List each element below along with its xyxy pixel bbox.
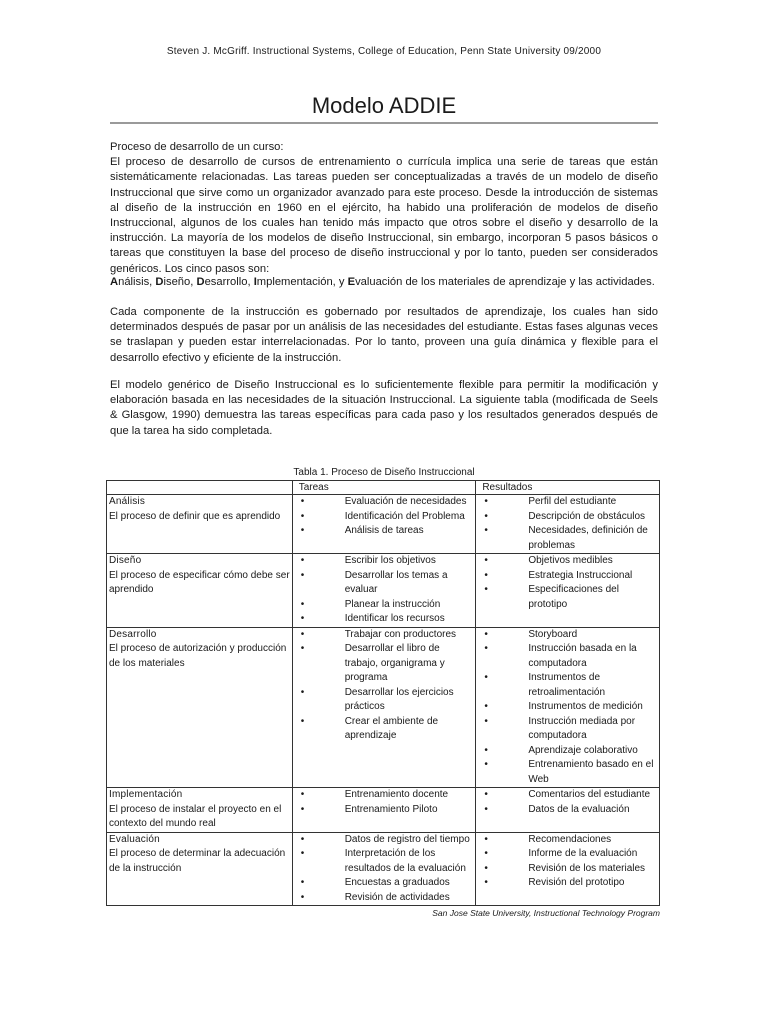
bullet-icon: • [300,628,305,640]
header-results: Resultados [476,481,660,495]
task-list-item [295,598,474,613]
step-de-initial: D [196,276,205,288]
phase-name: Implementación [109,789,183,800]
results-list [478,495,657,553]
task-text: Encuestas a graduados [344,877,450,888]
result-list-item [478,554,657,569]
phase-description: El proceso de definir que es aprendido [109,510,281,522]
result-list-item [478,628,657,643]
table-row [107,832,660,906]
task-text: Trabajar con productores [344,628,457,640]
result-list-item [478,495,657,510]
result-text: Instrumentos de medición [528,701,643,712]
phase-cell [107,495,293,554]
phase-cell [107,832,293,906]
bullet-icon: • [484,789,488,800]
results-list [478,554,657,612]
bullet-icon: • [484,744,488,756]
result-text: Aprendizaje colaborativo [528,744,638,756]
task-list-item [295,510,474,525]
bullet-icon: • [300,891,305,903]
task-list-item [295,833,474,848]
results-list [478,788,657,817]
bullet-icon: • [300,555,305,566]
result-list-item [478,803,657,818]
result-text: Descripción de obstáculos [528,510,646,522]
components-paragraph: Cada componente de la instrucción es gobernado por resultados de aprendizaje, los cuales han sido determinados después de pasar por un análisis de las necesidades del estudiante. Estas fases algunas veces se traslapan y pueden estar interrelacionadas. Por lo tanto, proveen una guía dinámica y flexible para el desarrollo efectivo y eficiente de la instrucción. [110,306,658,364]
result-list-item [478,788,657,803]
task-text: Identificación del Problema [344,510,465,522]
task-list-item [295,876,474,891]
bullet-icon: • [300,877,305,888]
task-list-item [295,715,474,744]
results-cell [476,495,660,554]
bullet-icon: • [484,525,488,536]
intro-paragraph [110,140,658,277]
tasks-list [295,495,474,539]
task-text: Interpretación de los resultados de la evaluación [344,848,466,874]
result-list-item [478,524,657,553]
intro-heading: Proceso de desarrollo de un curso: [110,141,284,153]
bullet-icon: • [484,759,488,770]
result-list-item [478,510,657,525]
results-cell [476,832,660,906]
task-text: Escribir los objetivos [344,555,436,566]
bullet-icon: • [484,672,488,683]
step-e-rest: valuación de los materiales de aprendizaje y las actividades. [355,276,655,288]
tasks-list [295,554,474,627]
result-list-item [478,833,657,848]
result-text: Revisión del prototipo [528,877,625,888]
phase-name: Diseño [109,555,142,566]
result-text: Informe de la evaluación [528,848,638,859]
results-cell [476,627,660,788]
result-list-item [478,847,657,862]
bullet-icon: • [484,701,488,712]
results-cell [476,788,660,833]
bullet-icon: • [484,877,488,888]
phase-description: El proceso de especificar cómo debe ser aprendido [109,569,290,595]
task-text: Análisis de tareas [344,525,424,536]
intro-body: El proceso de desarrollo de cursos de entrenamiento o currícula implica una serie de tareas que están sistemáticamente relacionadas. Las tareas pueden ser conceptualizadas a través de un modelo de diseño Instruccional que sirve como un organizador avanzado para este proceso. Desde la introducción de sistemas al diseño de la instrucción en 1960 en el ejército, ha habido una proliferación de modelos de diseño Instruccional, algunos de los cuales han tenido más impacto que otros sobre el diseño y desarrollo de la instrucción. La mayoría de los modelos de diseño Instruccional, sin embargo, incorporan 5 pasos básicos o tareas que constituyen la base del proceso de diseño instruccional y por lo tanto, pueden ser considerados genéricos. Los cinco pasos son: [110,156,658,275]
task-list-item [295,524,474,539]
document-title: Modelo ADDIE [311,93,457,118]
bullet-icon: • [484,862,488,874]
task-text: Evaluación de necesidades [344,496,467,507]
task-text: Desarrollar los temas a evaluar [344,569,448,595]
task-list-item [295,495,474,510]
result-list-item [478,715,657,744]
result-text: Necesidades, definición de problemas [528,525,648,551]
task-list-item [295,788,474,803]
phase-name: Análisis [109,496,146,507]
task-list-item [295,628,474,643]
bullet-icon: • [300,789,305,800]
phase-name: Desarrollo [109,628,157,640]
result-text: Objetivos medibles [528,555,613,566]
result-list-item [478,642,657,671]
table-caption: Tabla 1. Proceso de Diseño Instruccional [293,467,475,478]
bullet-icon: • [484,496,488,507]
tasks-list [295,628,474,744]
result-text: Storyboard [528,628,578,640]
bullet-icon: • [300,496,305,507]
result-text: Recomendaciones [528,833,612,845]
result-text: Comentarios del estudiante [528,789,651,800]
bullet-icon: • [484,569,488,581]
task-text: Desarrollar los ejercicios prácticos [344,686,454,712]
result-text: Revisión de los materiales [528,862,646,874]
bullet-icon: • [484,584,488,595]
step-d-rest: iseño, [163,276,197,288]
task-text: Datos de registro del tiempo [344,833,470,845]
result-list-item [478,744,657,759]
bullet-icon: • [300,715,305,727]
task-text: Revisión de actividades [344,891,450,903]
task-text: Entrenamiento Piloto [344,803,438,815]
phase-name: Evaluación [109,833,160,845]
step-e-initial: E [347,276,356,288]
step-a-rest: nálisis, [118,276,156,288]
result-list-item [478,671,657,700]
task-list-item [295,554,474,569]
tasks-list [295,833,474,906]
tasks-cell [292,495,476,554]
step-i-initial: I [253,276,257,288]
bullet-icon: • [484,715,488,727]
bullet-icon: • [300,848,305,859]
five-steps-line [110,275,658,290]
table-credit: San Jose State University, Instructional Technology Program [432,908,660,918]
bullet-icon: • [484,643,488,654]
bullet-icon: • [484,510,488,522]
step-d-initial: D [155,276,164,288]
tasks-cell [292,554,476,628]
header-phase [107,481,293,495]
result-list-item [478,876,657,891]
bullet-icon: • [484,833,488,845]
step-a-initial: A [110,276,119,288]
result-text: Instrucción mediada por computadora [528,715,636,741]
step-de-rest: esarrollo, [204,276,254,288]
title-rule [110,122,658,124]
task-text: Planear la instrucción [344,598,441,610]
task-text: Entrenamiento docente [344,789,449,800]
result-list-item [478,700,657,715]
result-text: Especificaciones del prototipo [528,584,619,610]
header-tasks: Tareas [292,481,476,495]
result-text: Datos de la evaluación [528,803,630,815]
bullet-icon: • [300,833,305,845]
table-row [107,627,660,788]
results-list [478,833,657,891]
phase-description: El proceso de autorización y producción de los materiales [109,643,287,669]
result-text: Entrenamiento basado en el Web [528,759,654,785]
results-cell [476,554,660,628]
result-text: Estrategia Instruccional [528,569,633,581]
bullet-icon: • [300,803,305,815]
bullet-icon: • [484,555,488,566]
result-text: Instrumentos de retroalimentación [528,672,606,698]
results-list [478,628,657,788]
bullet-icon: • [300,613,305,624]
table-row [107,554,660,628]
task-text: Crear el ambiente de aprendizaje [344,715,439,741]
bullet-icon: • [300,569,305,581]
bullet-icon: • [300,686,305,698]
running-header: Steven J. McGriff. Instructional Systems, College of Education, Penn State University 09/2000 [166,46,602,57]
model-paragraph: El modelo genérico de Diseño Instruccional es lo suficientemente flexible para permitir la modificación y elaboración basada en las necesidades de la situación Instruccional. La siguiente tabla (modificada de Seels & Glasgow, 1990) demuestra las tareas específicas para cada paso y los resultados generados después de que la tarea ha sido completada. [110,379,658,437]
table-body [107,495,660,906]
task-text: Desarrollar el libro de trabajo, organigrama y programa [344,643,445,683]
result-list-item [478,569,657,584]
bullet-icon: • [300,598,305,610]
addie-table [106,480,660,906]
bullet-icon: • [300,643,305,654]
bullet-icon: • [484,803,488,815]
tasks-cell [292,788,476,833]
result-list-item [478,758,657,787]
task-text: Identificar los recursos [344,613,445,624]
phase-description: El proceso de instalar el proyecto en el contexto del mundo real [109,803,282,829]
result-list-item [478,583,657,612]
phase-cell [107,788,293,833]
bullet-icon: • [300,525,305,536]
task-list-item [295,612,474,627]
task-list-item [295,686,474,715]
phase-description: El proceso de determinar la adecuación de la instrucción [109,848,286,874]
task-list-item [295,642,474,686]
table-header-row [107,481,660,495]
bullet-icon: • [484,628,488,640]
task-list-item [295,569,474,598]
step-i-rest: mplementación, y [256,276,348,288]
bullet-icon: • [484,848,488,859]
phase-cell [107,627,293,788]
result-text: Instrucción basada en la computadora [528,643,637,669]
task-list-item [295,803,474,818]
tasks-cell [292,832,476,906]
phase-cell [107,554,293,628]
result-list-item [478,862,657,877]
bullet-icon: • [300,510,305,522]
task-list-item [295,847,474,876]
table-row [107,788,660,833]
result-text: Perfil del estudiante [528,496,617,507]
tasks-list [295,788,474,817]
tasks-cell [292,627,476,788]
task-list-item [295,891,474,906]
table-row [107,495,660,554]
